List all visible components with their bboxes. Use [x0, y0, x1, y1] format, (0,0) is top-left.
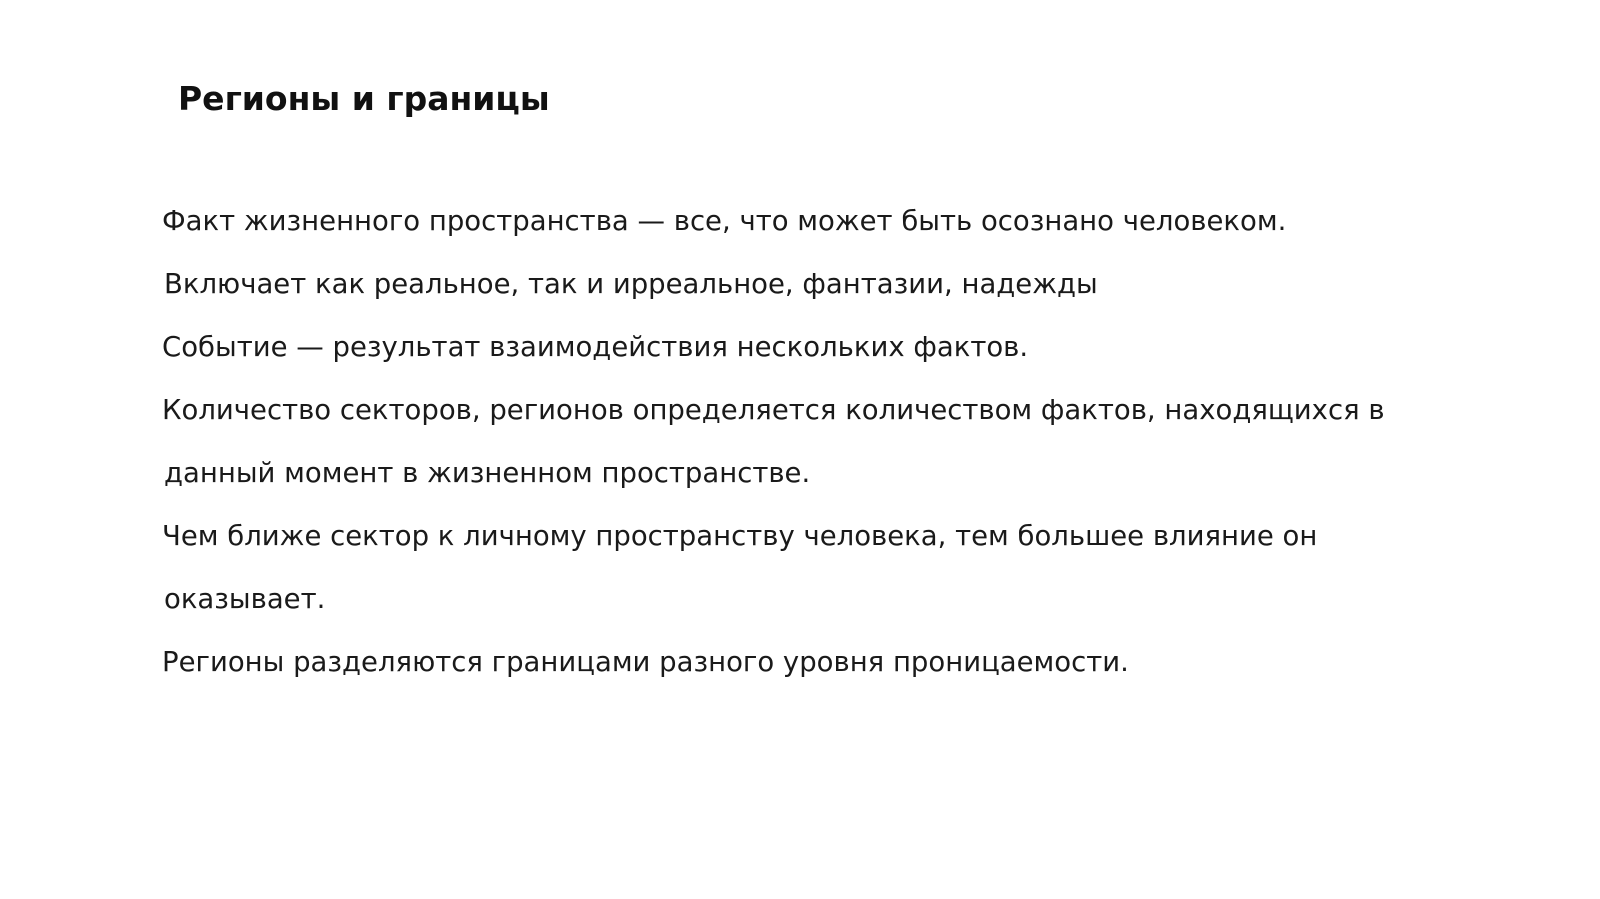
body-line-event-definition: Событие — результат взаимодействия нескольких фактов. — [162, 331, 1029, 363]
body-line-fact-includes: Включает как реальное, так и ирреальное, фантазии, надежды — [164, 268, 1098, 300]
body-line-sectors-count-continued: данный момент в жизненном пространстве. — [164, 457, 811, 489]
body-line-region-boundaries: Регионы разделяются границами разного уровня проницаемости. — [162, 646, 1129, 678]
body-line-sector-influence-continued: оказывает. — [164, 583, 326, 615]
slide-body — [162, 190, 1442, 694]
body-line-sectors-count: Количество секторов, регионов определяется количеством фактов, находящихся в — [162, 394, 1385, 426]
body-line-sector-influence: Чем ближе сектор к личному пространству человека, тем большее влияние он — [162, 520, 1318, 552]
slide-title: Регионы и границы — [178, 79, 550, 118]
body-line-fact-definition: Факт жизненного пространства — все, что может быть осознано человеком. — [162, 205, 1287, 237]
